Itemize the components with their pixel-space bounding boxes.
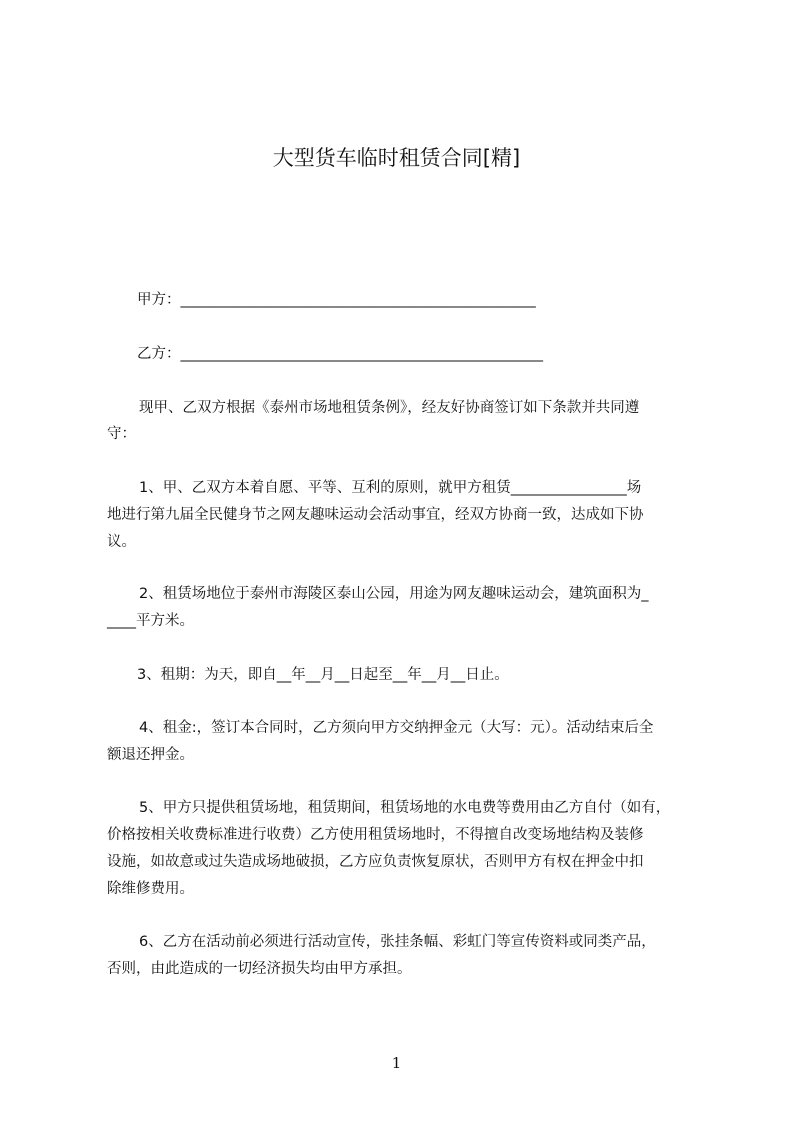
clause-1-line-1: 1、甲、乙双方本着自愿、平等、互利的原则，就甲方租赁________________场	[139, 480, 642, 496]
party-b-line: 乙方：__________________________________________________	[137, 346, 543, 362]
page-number: 1	[391, 1054, 402, 1072]
clause-1-line-3: 议。	[107, 534, 136, 550]
clause-6-line-1: 6、乙方在活动前必须进行活动宣传，张挂条幅、彩虹门等宣传资料或同类产品，	[139, 934, 656, 950]
clause-5-line-1: 5、甲方只提供租赁场地，租赁期间，租赁场地的水电费等费用由乙方自付（如有，	[139, 800, 671, 816]
clause-6-line-2: 否则，由此造成的一切经济损失均由甲方承担。	[107, 961, 412, 977]
clause-4-line-2: 额退还押金。	[107, 747, 194, 763]
clause-5-line-4: 除维修费用。	[107, 881, 194, 897]
clause-4-line-1: 4、租金:，签订本合同时，乙方须向甲方交纳押金元（大写：元）。活动结束后全	[139, 720, 654, 736]
clause-3-line-1: 3、租期：为天，即自__年__月__日起至__年__月__日止。	[137, 667, 509, 683]
intro-line-1: 现甲、乙双方根据《泰州市场地租赁条例》，经友好协商签订如下条款并共同遵	[139, 400, 640, 416]
party-a-line: 甲方：_________________________________________________	[137, 292, 536, 308]
clause-2-line-1: 2、租赁场地位于泰州市海陵区泰山公园，用途为网友趣味运动会，建筑面积为_	[139, 586, 649, 602]
clause-5-line-2: 价格按相关收费标准进行收费）乙方使用租赁场地时，不得擅自改变场地结构及装修	[107, 827, 644, 843]
clause-1-line-2: 地进行第九届全民健身节之网友趣味运动会活动事宜，经双方协商一致，达成如下协	[107, 507, 644, 523]
document-title: 大型货车临时租赁合同[精]	[272, 146, 521, 170]
intro-line-2: 守：	[107, 426, 136, 442]
clause-2-line-2: ____平方米。	[107, 613, 194, 629]
clause-5-line-3: 设施，如故意或过失造成场地破损，乙方应负责恢复原状，否则甲方有权在押金中扣	[107, 854, 644, 870]
